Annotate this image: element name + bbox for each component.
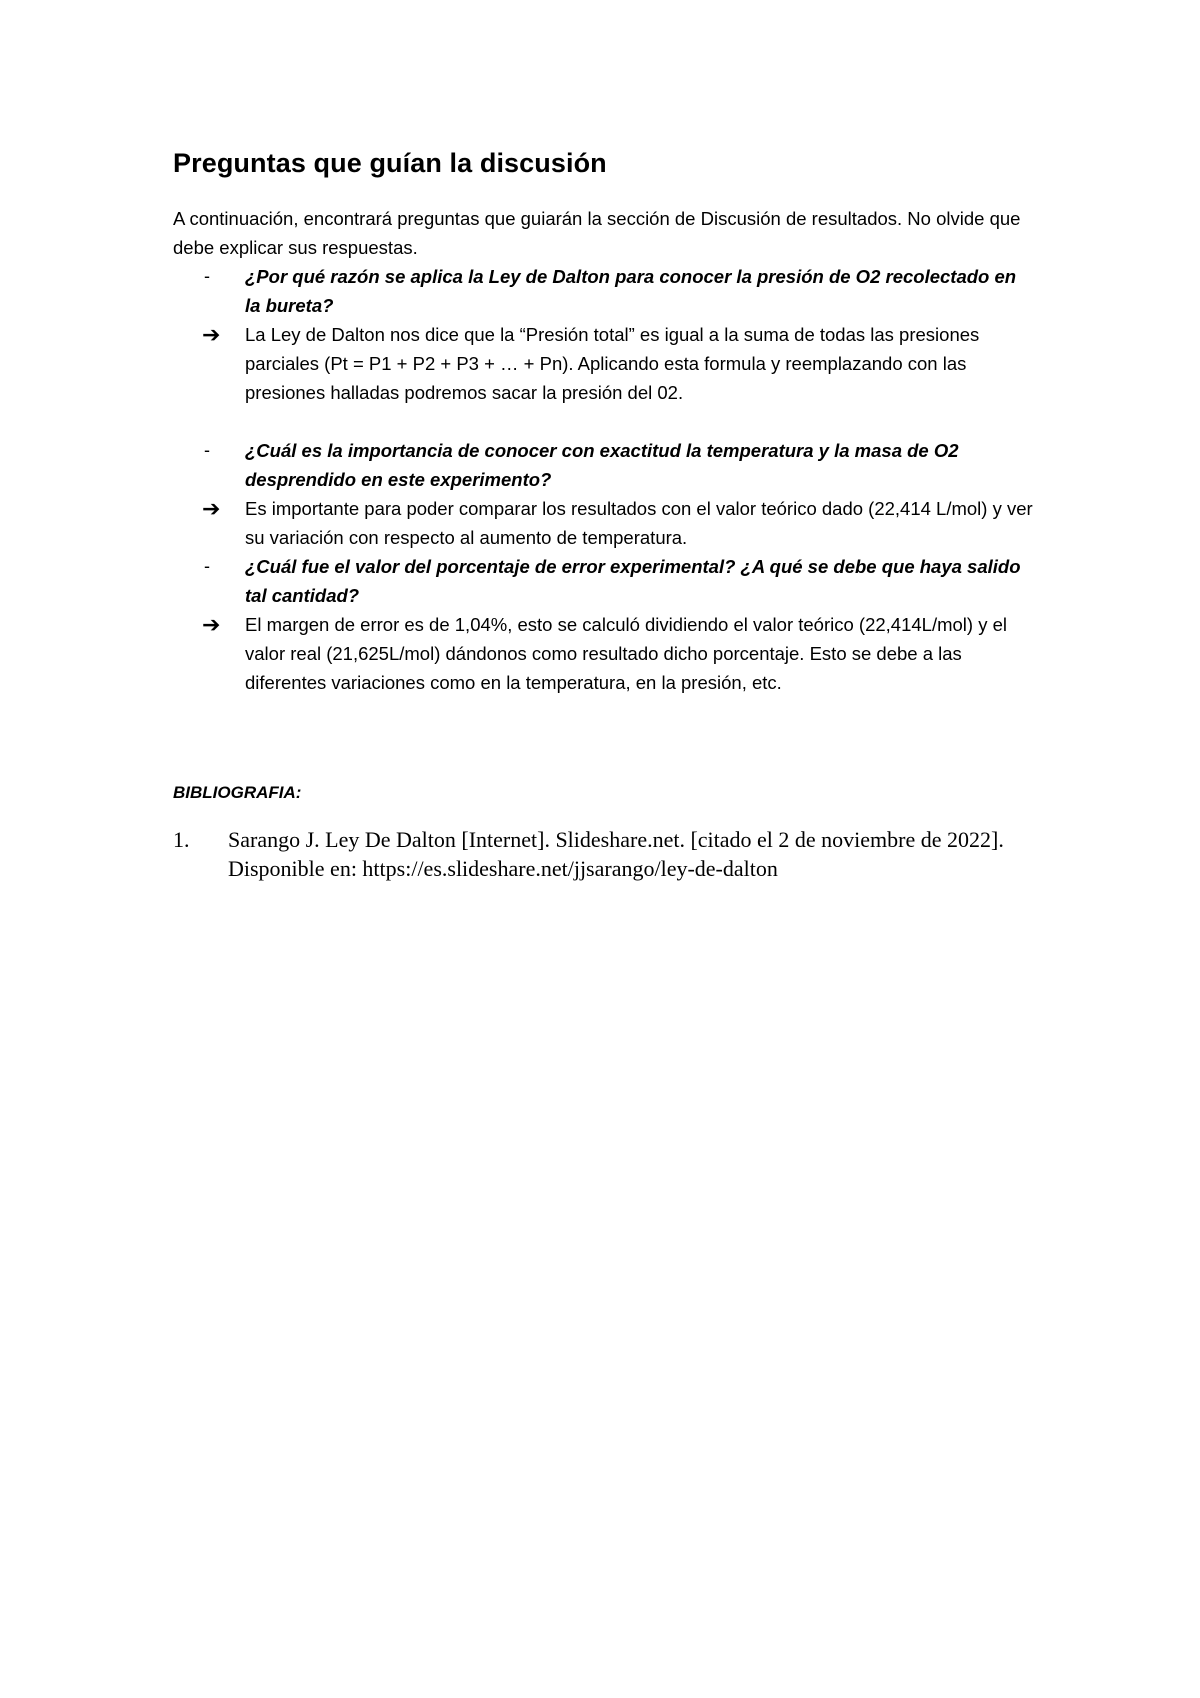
answer-item-2 <box>202 494 1035 552</box>
question-text: ¿Por qué razón se aplica la Ley de Dalton para conocer la presión de O2 recolectado en la bureta? <box>245 266 1017 316</box>
question-item-1 <box>205 262 1035 320</box>
bibliography-text: Sarango J. Ley De Dalton [Internet]. Slideshare.net. [citado el 2 de noviembre de 2022]. Disponible en: https://es.slideshare.net/jjsarango/ley-de-dalton <box>228 827 1004 881</box>
bibliography-heading: BIBLIOGRAFIA: <box>173 783 302 802</box>
page-title: Preguntas que guían la discusión <box>173 148 607 178</box>
bibliography-list <box>173 825 1033 883</box>
question-text: ¿Cuál es la importancia de conocer con exactitud la temperatura y la masa de O2 desprendido en este experimento? <box>245 440 959 490</box>
dash-bullet: - <box>204 266 210 286</box>
bibliography-entry <box>173 825 1033 883</box>
arrow-right-icon: ➔ <box>202 322 221 347</box>
answer-item-1 <box>202 320 1035 407</box>
bibliography-number: 1. <box>173 827 190 852</box>
answer-item-3 <box>202 610 1035 697</box>
question-item-3 <box>205 552 1035 610</box>
answer-text: Es importante para poder comparar los resultados con el valor teórico dado (22,414 L/mol) y ver su variación con respecto al aumento de temperatura. <box>245 498 1033 548</box>
answer-text: La Ley de Dalton nos dice que la “Presión total” es igual a la suma de todas las presiones parciales (Pt = P1 + P2 + P3 + … + Pn). Aplicando esta formula y reemplazando con las presiones halladas podremos sacar la presión del 02. <box>245 324 980 403</box>
arrow-right-icon: ➔ <box>202 612 221 637</box>
intro-paragraph: A continuación, encontrará preguntas que guiarán la sección de Discusión de resultados. No olvide que debe explicar sus respuestas. <box>173 208 1021 258</box>
arrow-right-icon: ➔ <box>202 496 221 521</box>
question-item-2 <box>205 436 1035 494</box>
question-text: ¿Cuál fue el valor del porcentaje de error experimental? ¿A qué se debe que haya salido tal cantidad? <box>245 556 1021 606</box>
answer-text: El margen de error es de 1,04%, esto se calculó dividiendo el valor teórico (22,414L/mol) y el valor real (21,625L/mol) dándonos como resultado dicho porcentaje. Esto se debe a las diferentes variaciones como en la temperatura, en la presión, etc. <box>245 614 1007 693</box>
dash-bullet: - <box>204 440 210 460</box>
dash-bullet: - <box>204 556 210 576</box>
